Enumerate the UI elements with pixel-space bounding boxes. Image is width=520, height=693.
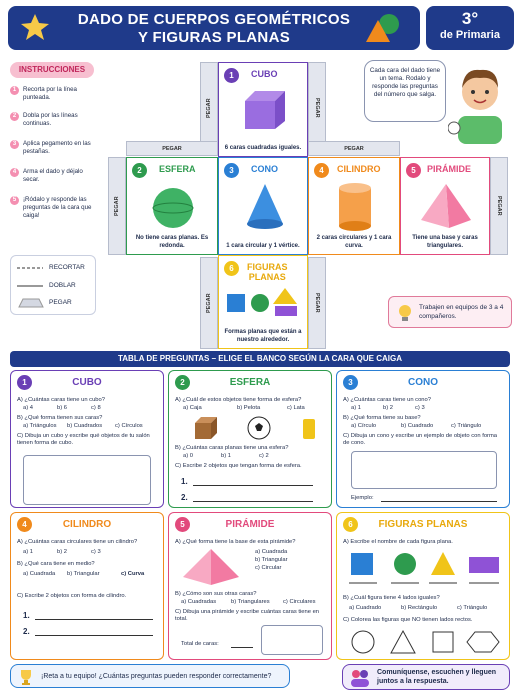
speech-bubble: Cada cara del dado tiene un tema. Rodalo y responde las preguntas del número que salga. [364,60,446,122]
card-title: FIGURAS PLANAS [378,519,468,530]
option[interactable]: b) 6 [57,405,67,411]
question-c: C) Escribe 2 objetos que tengan forma de esfera. [175,463,302,469]
cone-icon [245,182,285,232]
answer-line[interactable] [193,485,313,486]
instruction-step [10,140,100,156]
step-number: 3 [10,140,19,149]
card-title: CILINDRO [62,519,112,530]
option[interactable]: a) 4 [23,405,33,411]
card-title: CONO [408,377,438,388]
page-title-line2: Y FIGURAS PLANAS [137,29,291,46]
drawing-box[interactable] [261,625,323,655]
glue-tab-icon [17,298,45,308]
question-b: B) ¿Cómo son sus otras caras? [175,591,257,597]
step-text: Arma el dado y déjalo secar. [23,168,83,183]
glue-tab: PEGAR [308,257,326,349]
question-b: B) ¿Cuántas caras planas tiene una esfera? [175,445,289,451]
pyramid-icon [181,547,241,587]
face-description: No tiene caras planas. Es redonda. [135,235,209,249]
card-title: ESFERA [229,377,271,388]
face-number: 5 [406,163,421,178]
option[interactable]: a) Círculo [351,423,377,429]
card-title: PIRÁMIDE [225,519,275,530]
glue-tab: PEGAR [108,157,126,255]
option[interactable]: a) Caja [183,405,202,411]
card-number: 2 [175,375,190,390]
option[interactable]: c) Círculos [115,423,143,429]
option[interactable]: c) Curva [121,571,145,577]
option[interactable]: a) Cuadradas [181,599,217,605]
example-label: Ejemplo: [351,495,374,501]
line-number: 1. [181,477,188,486]
team-note-text: Trabajen en equipos de 3 a 4 compañeros. [419,304,504,320]
question-a: A) ¿Cuántas caras circulares tiene un cilindro? [17,539,138,545]
cube-icon [243,89,287,131]
answer-line[interactable] [35,619,153,620]
face-title: PIRÁMIDE [427,164,472,174]
grade-label: de Primaria [440,29,500,41]
glue-tab: PEGAR [490,157,508,255]
option[interactable]: c) Circular [255,565,282,571]
face-number: 1 [224,68,239,83]
question-a: A) ¿Cuántas caras tiene un cono? [343,397,431,403]
line-number: 2. [181,493,188,502]
option[interactable]: a) Cuadrada [255,549,288,555]
glue-tab: PEGAR [200,62,218,154]
shapes-icon [362,12,402,44]
legend-fold: DOBLAR [49,282,76,289]
question-c: C) Dibuja un cono y escribe un ejemplo de objeto con forma de cono. [343,433,498,446]
face-number: 3 [224,163,239,178]
option[interactable]: c) Triángulo [451,423,482,429]
instructions-label: INSTRUCCIONES [10,62,94,78]
dashed-line-icon [17,263,45,273]
face-number: 6 [224,261,239,276]
student-illustration [448,58,512,144]
face-number: 4 [314,163,329,178]
team-note [388,296,512,328]
option[interactable]: b) 1 [221,453,231,459]
option[interactable]: c) 2 [259,453,269,459]
answer-line[interactable] [193,501,313,502]
option[interactable]: a) 0 [183,453,193,459]
card-number: 4 [17,517,32,532]
face-title-line1: FIGURAS [247,262,288,272]
questions-table-title: TABLA DE PREGUNTAS – ELIGE EL BANCO SEGÚN LA CARA QUE CAIGA [10,351,510,367]
question-b: B) ¿Cuál figura tiene 4 lados iguales? [343,595,440,601]
instruction-step [10,196,100,220]
card-cono [336,370,510,508]
trophy-icon [17,668,35,686]
face-cubo [218,62,308,157]
card-number: 6 [343,517,358,532]
footer-teamwork [342,664,510,690]
step-number: 4 [10,168,19,177]
face-description: 2 caras circulares y 1 cara curva. [316,235,392,249]
step-number: 5 [10,196,19,205]
page-header [8,6,420,50]
legend-cut: RECORTAR [49,264,85,271]
face-title-line2: PLANAS [248,272,286,282]
question-a: A) ¿Cuántas caras tiene un cubo? [17,397,105,403]
grade-badge [426,6,514,50]
step-text: Aplica pegamento en las pestañas. [23,140,91,155]
step-text: Dobla por las líneas continuas. [23,112,78,127]
question-c: C) Dibuja una pirámide y escribe cuántas caras tiene en total. [175,609,320,622]
card-piramide [168,512,332,660]
page-title-line1: DADO DE CUERPOS GEOMÉTRICOS [77,11,351,28]
question-a: A) ¿Qué forma tiene la base de esta pirámide? [175,539,296,545]
total-label: Total de caras: [181,641,219,647]
card-figuras-planas [336,512,510,660]
step-text: ¡Ródalo y responde las preguntas de la cara que caiga! [23,196,92,219]
glue-tab: PEGAR [308,141,400,156]
card-number: 3 [343,375,358,390]
line-number: 1. [23,611,30,620]
option[interactable]: c) 3 [415,405,425,411]
outline-shapes[interactable] [347,629,503,655]
line-number: 2. [23,627,30,636]
face-cilindro [308,157,400,255]
legend [10,255,96,315]
question-c: C) Colorea las figuras que NO tienen lados rectos. [343,617,473,623]
grade-number: 3° [461,9,479,28]
option[interactable]: b) 2 [57,549,67,555]
instruction-step [10,112,100,128]
option[interactable]: b) Triangular [255,557,288,563]
glue-tab: PEGAR [126,141,218,156]
option[interactable]: a) Cuadrado [349,605,382,611]
option[interactable]: b) Pelota [237,405,261,411]
option[interactable]: a) Triángulos [23,423,57,429]
face-cono [218,157,308,255]
flat-shapes-icons [347,549,503,585]
footer-teamwork-text: Comuníquense, escuchen y lleguen juntos a la respuesta. [377,669,497,685]
footer-challenge-text: ¡Reta a tu equipo! ¿Cuántas preguntas pueden responder correctamente? [41,673,272,680]
question-b: B) ¿Qué forma tienen sus caras? [17,415,103,421]
flat-shapes-icon [225,286,305,318]
face-number: 2 [132,163,147,178]
face-title: CUBO [251,69,278,79]
option[interactable]: a) 1 [23,549,33,555]
solid-line-icon [17,281,45,291]
option[interactable]: b) Triangular [67,571,100,577]
option[interactable]: a) Cuadrada [23,571,56,577]
option[interactable]: a) 1 [351,405,361,411]
option[interactable]: b) Cuadrado [401,423,434,429]
drawing-box[interactable] [23,455,151,505]
option[interactable]: b) Cuadrados [67,423,103,429]
instruction-step [10,86,100,102]
question-a: A) Escribe el nombre de cada figura plana. [343,539,453,545]
option[interactable]: b) 2 [383,405,393,411]
card-title: CUBO [72,377,102,388]
lightbulb-icon [395,303,415,323]
face-esfera [126,157,218,255]
option[interactable]: c) Lata [287,405,305,411]
legend-glue: PEGAR [49,299,72,306]
option[interactable]: c) Circulares [283,599,316,605]
question-c: C) Escribe 2 objetos con forma de cilindro. [17,593,127,599]
card-number: 1 [17,375,32,390]
step-number: 1 [10,86,19,95]
question-b: B) ¿Qué forma tiene su base? [343,415,421,421]
face-piramide [400,157,490,255]
people-icon [349,669,371,687]
answer-line[interactable] [231,647,253,648]
option[interactable]: c) 8 [91,405,101,411]
cylinder-icon [337,182,373,232]
card-esfera [168,370,332,508]
face-title: ESFERA [159,164,196,174]
answer-line[interactable] [35,635,153,636]
step-number: 2 [10,112,19,121]
face-title: CILINDRO [337,164,381,174]
pyramid-icon [419,182,473,232]
card-cubo [10,370,164,508]
glue-tab: PEGAR [308,62,326,154]
question-c: C) Dibuja un cubo y escribe qué objetos de tu salón tienen forma de cubo. [17,433,150,446]
face-description: Formas planas que están a nuestro alrededor. [224,329,302,343]
card-cilindro [10,512,164,660]
objects-icons [191,415,321,441]
face-description: 6 caras cuadradas iguales. [224,144,302,151]
option[interactable]: c) Triángulo [457,605,488,611]
card-number: 5 [175,517,190,532]
instruction-step [10,168,100,184]
option[interactable]: b) Triangulares [231,599,270,605]
glue-tab: PEGAR [200,257,218,349]
option[interactable]: b) Rectángulo [401,605,438,611]
face-title: CONO [251,164,278,174]
sphere-icon [151,186,195,230]
face-description: 1 cara circular y 1 vértice. [226,242,300,249]
question-a: A) ¿Cuál de estos objetos tiene forma de esfera? [175,397,302,403]
drawing-box[interactable] [351,451,497,489]
face-description: Tiene una base y caras triangulares. [412,235,478,249]
step-text: Recorta por la línea punteada. [23,86,77,101]
answer-line[interactable] [381,501,497,502]
option[interactable]: c) 3 [91,549,101,555]
question-b: B) ¿Qué cara tiene en medio? [17,561,95,567]
face-figuras-planas [218,255,308,349]
footer-challenge [10,664,290,688]
